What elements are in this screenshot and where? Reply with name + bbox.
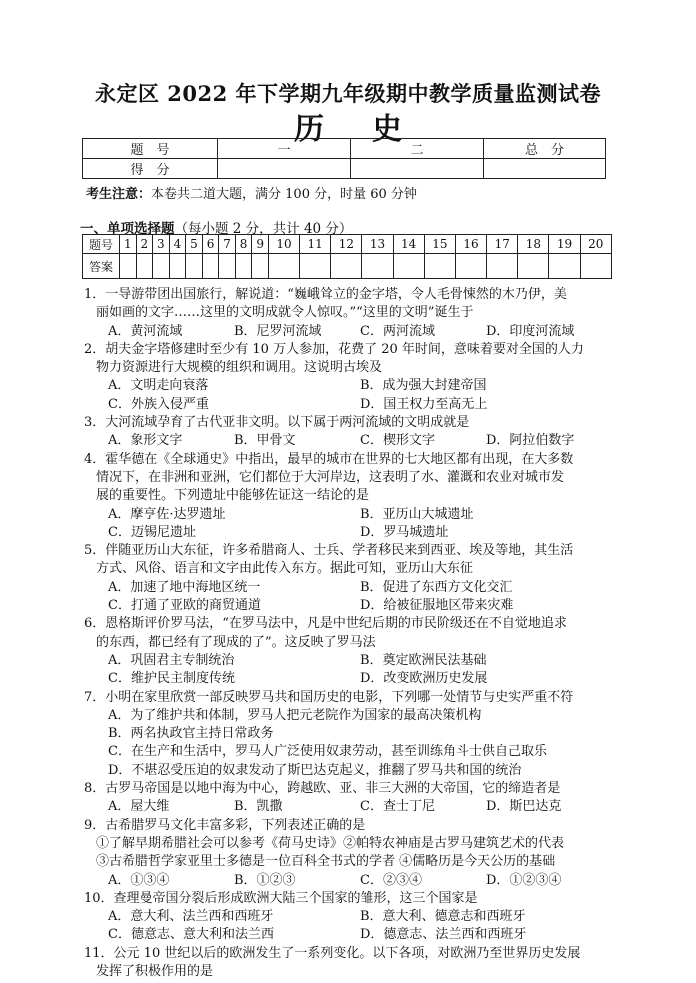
question-text: 展的重要性。下列遗址中能够佐证这一结论的是 [96, 488, 370, 504]
question-text: 1．一导游带团出国旅行，解说道：“巍峨耸立的金字塔，令人毛骨悚然的木乃伊，美 [84, 287, 567, 302]
answer-cell[interactable] [202, 254, 219, 279]
score-cell[interactable] [218, 159, 351, 179]
option: C．德意志、意大利和法兰西 [108, 927, 274, 943]
answer-number-cell: 20 [580, 235, 611, 254]
question-10 [84, 890, 618, 945]
score-cell[interactable] [351, 159, 484, 179]
option: B．凯撒 [234, 799, 283, 815]
answer-number-cell: 3 [153, 235, 170, 254]
option: A．为了维护共和体制，罗马人把元老院作为国家的最高决策机构 [108, 707, 482, 723]
answer-number-cell: 6 [202, 235, 219, 254]
question-text: 10．查理曼帝国分裂后形成欧洲大陆三个国家的雏形，这三个国家是 [84, 890, 478, 906]
option: A．巩固君主专制统治 [108, 652, 235, 668]
question-5 [84, 542, 618, 615]
option: D．改变欧洲历史发展 [360, 671, 488, 687]
answer-number-cell: 10 [268, 235, 299, 254]
answer-number-cell: 16 [455, 235, 486, 254]
option: B．意大利、德意志和西班牙 [360, 909, 526, 925]
question-text: 6．恩格斯评价罗马法，“在罗马法中，凡是中世纪后期的市民阶级还在不自觉地追求 [84, 616, 567, 632]
answer-number-cell: 13 [362, 235, 393, 254]
option: B．两名执政官主持日常政务 [108, 726, 274, 742]
answer-cell[interactable] [362, 254, 393, 279]
option: C．两河流域 [360, 323, 435, 339]
option: C．维护民主制度传统 [108, 671, 235, 687]
option: C．查士丁尼 [360, 799, 435, 815]
option: A．象形文字 [108, 433, 183, 449]
question-text: 8．古罗马帝国是以地中海为中心，跨越欧、亚、非三大洲的大帝国，它的缔造者是 [84, 781, 561, 797]
option: D．阿拉伯数字 [486, 433, 575, 449]
question-list [84, 286, 618, 981]
option: C．迈锡尼遗址 [108, 524, 196, 540]
answer-cell[interactable] [518, 254, 549, 279]
question-3 [84, 414, 618, 451]
option: B．甲骨文 [234, 433, 296, 449]
question-text: 11．公元 10 世纪以后的欧洲发生了一系列变化。以下各项，对欧洲乃至世界历史发展 [84, 945, 581, 961]
answer-cell[interactable] [169, 254, 186, 279]
answer-number-cell: 4 [169, 235, 186, 254]
answer-cell[interactable] [487, 254, 518, 279]
answer-number-cell: 9 [252, 235, 269, 254]
notice-label: 考生注意： [86, 187, 152, 202]
option: C．②③④ [360, 872, 422, 888]
answer-table [82, 234, 612, 279]
option: D．德意志、法兰西和西班牙 [360, 927, 527, 943]
option: D．罗马城遗址 [360, 524, 449, 540]
question-1 [84, 286, 618, 341]
option: A．黄河流域 [108, 323, 183, 339]
question-text: 方式、风俗、语言和文字由此传入东方。据此可知，亚历山大东征 [96, 561, 474, 577]
answer-cell[interactable] [393, 254, 424, 279]
question-9 [84, 817, 618, 890]
question-text: ③古希腊哲学家亚里士多德是一位百科全书式的学者 ④儒略历是今天公历的基础 [96, 854, 556, 870]
question-text: 物力资源进行大规模的组织和调用。这说明古埃及 [96, 360, 383, 376]
option: B．奠定欧洲民法基础 [360, 652, 487, 668]
question-4 [84, 451, 618, 542]
question-text: 5．伴随亚历山大东征，许多希腊商人、士兵、学者移民来到西亚、埃及等地，其生活 [84, 543, 574, 559]
score-row-label: 得 分 [83, 159, 218, 179]
exam-title: 永定区 2022 年下学期九年级期中教学质量监测试卷 [94, 81, 602, 106]
question-8 [84, 780, 618, 817]
answer-cell[interactable] [300, 254, 331, 279]
question-text: 4．霍华德在《全球通史》中指出，最早的城市在世界的七大地区都有出现，在大多数 [84, 451, 574, 467]
option: D．国王权力至高无上 [360, 396, 488, 412]
answer-number-cell: 12 [331, 235, 362, 254]
section-title: 一、单项选择题 [80, 221, 175, 237]
answer-number-cell: 11 [300, 235, 331, 254]
question-7 [84, 689, 618, 780]
answer-number-cell: 8 [235, 235, 252, 254]
score-header-cell: 总 分 [484, 139, 606, 159]
option: D．斯巴达克 [486, 799, 562, 815]
answer-cell[interactable] [580, 254, 611, 279]
score-cell[interactable] [484, 159, 606, 179]
answer-cell[interactable] [235, 254, 252, 279]
answer-cell[interactable] [219, 254, 236, 279]
answer-row-label: 题号 [83, 235, 120, 254]
section-note: （每小题 2 分，共计 40 分） [174, 221, 353, 237]
question-text: 9．古希腊罗马文化丰富多彩，下列表述正确的是 [84, 817, 366, 833]
answer-number-cell: 18 [518, 235, 549, 254]
option: A．摩亨佐·达罗遗址 [108, 506, 226, 522]
answer-number-cell: 1 [120, 235, 137, 254]
subject-title: 历史 [294, 112, 450, 147]
exam-notice [86, 183, 417, 202]
question-text: 发挥了积极作用的是 [96, 963, 214, 979]
option: B．尼罗河流域 [234, 323, 322, 339]
question-text: 情况下，在非洲和亚洲，它们都位于大河岸边，这表明了水、灌溉和农业对城市发 [96, 469, 565, 485]
option: A．文明走向衰落 [108, 378, 209, 394]
score-header-cell: 二 [351, 139, 484, 159]
answer-cell[interactable] [153, 254, 170, 279]
answer-number-cell: 19 [549, 235, 580, 254]
answer-number-cell: 15 [424, 235, 455, 254]
answer-number-cell: 7 [219, 235, 236, 254]
option: C．外族入侵严重 [108, 396, 209, 412]
option: B．亚历山大城遗址 [360, 506, 474, 522]
answer-number-cell: 14 [393, 235, 424, 254]
option: A．①③④ [108, 872, 170, 888]
answer-cell[interactable] [268, 254, 299, 279]
option: D．不堪忍受压迫的奴隶发动了斯巴达克起义，推翻了罗马共和国的统治 [108, 762, 522, 778]
score-table [82, 138, 606, 179]
question-text: ①了解早期希腊社会可以参考《荷马史诗》②帕特农神庙是古罗马建筑艺术的代表 [96, 835, 565, 851]
question-6 [84, 615, 618, 688]
answer-cell[interactable] [120, 254, 137, 279]
question-text: 的东西，都已经有了现成的了”。这反映了罗马法 [96, 634, 376, 650]
answer-cell[interactable] [331, 254, 362, 279]
answer-cell[interactable] [424, 254, 455, 279]
notice-text: 本卷共二道大题，满分 100 分，时量 60 分钟 [151, 187, 417, 202]
option: C．楔形文字 [360, 433, 435, 449]
question-2 [84, 341, 618, 414]
option: D．给被征服地区带来灾难 [360, 598, 514, 614]
option: B．促进了东西方文化交汇 [360, 579, 513, 595]
option: B．①②③ [234, 872, 296, 888]
option: D．印度河流域 [486, 323, 575, 339]
option: A．意大利、法兰西和西班牙 [108, 909, 274, 925]
answer-number-cell: 2 [136, 235, 153, 254]
option: C．在生产和生活中，罗马人广泛使用奴隶劳动，甚至训练角斗士供自己取乐 [108, 744, 547, 760]
answer-number-cell: 17 [487, 235, 518, 254]
score-header-cell: 题 号 [83, 139, 218, 159]
answer-cell[interactable] [252, 254, 269, 279]
option: A．加速了地中海地区统一 [108, 579, 261, 595]
question-text: 7．小明在家里欣赏一部反映罗马共和国历史的电影，下列哪一处情节与史实严重不符 [84, 689, 574, 705]
answer-cell[interactable] [186, 254, 203, 279]
answer-number-cell: 5 [186, 235, 203, 254]
answer-cell[interactable] [136, 254, 153, 279]
answer-cell[interactable] [455, 254, 486, 279]
option: A．屋大维 [108, 799, 170, 815]
question-text: 2．胡夫金字塔修建时至少有 10 万人参加，花费了 20 年时间，意味着要对全国的人力 [84, 341, 584, 357]
answer-row-label: 答案 [83, 254, 120, 279]
score-header-cell: 一 [218, 139, 351, 159]
option: C．打通了亚欧的商贸通道 [108, 598, 261, 614]
answer-cell[interactable] [549, 254, 580, 279]
option: D．①②③④ [486, 872, 562, 888]
question-text: 3．大河流域孕育了古代亚非文明。以下属于两河流域的文明成就是 [84, 415, 470, 431]
option: B．成为强大封建帝国 [360, 378, 487, 394]
question-text: 丽如画的文字……这里的文明成就令人惊叹。”“这里的文明”诞生于 [96, 305, 474, 321]
question-11 [84, 945, 618, 982]
